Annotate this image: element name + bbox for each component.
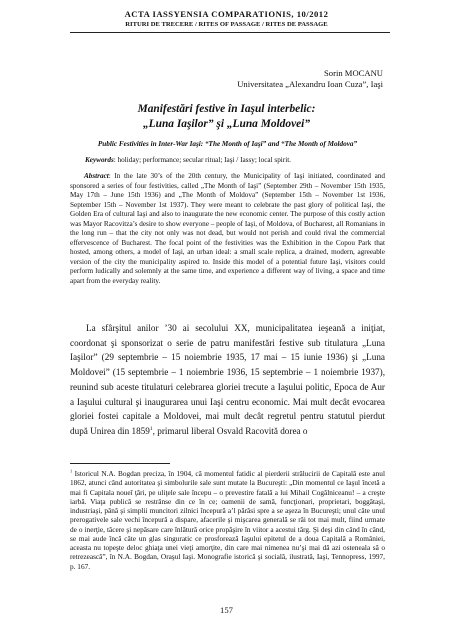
author-name: Sorin MOCANU bbox=[324, 68, 383, 78]
page-number: 157 bbox=[220, 605, 233, 615]
footnote bbox=[70, 469, 385, 571]
body-text-end: , primarul liberal Osvald Racovită dorea o bbox=[152, 425, 308, 436]
footnote-number: 1 bbox=[70, 468, 73, 474]
article-title bbox=[0, 102, 453, 132]
header-rule bbox=[70, 32, 390, 33]
body-text: La sfârşitul anilor ’30 ai secolului XX, municipalitatea ieşeană a iniţiat, coordonat şi sponsorizat o serie de patru manifestări festive sub titulatura „Luna Iaşilor” (29 septembrie – 15 noiembrie 1935, 17 mai – 15 iunie 1936) şi „Luna Moldovei” (15 septembrie – 1 noiembrie 1936, 15 septembrie – 1 noiembrie 1937), reunind sub aceste titulaturi celebrarea gloriei trecute a Iaşului politic, Epoca de Aur a Iaşului cultural şi inaugurarea unui Iaşi centru economic. Mai mult decât evocarea gloriei fostei capitale a Moldovei, mai mult decât regretul pentru statutul pierdut după Unirea din 1859 bbox=[70, 323, 385, 436]
keywords-text: : holiday; performance; secular ritual; Iaşi / Iassy; local spirit. bbox=[113, 156, 291, 164]
author-block bbox=[237, 68, 383, 90]
journal-header: ACTA IASSYENSIA COMPARATIONIS, 10/2012 bbox=[124, 9, 329, 19]
author-affiliation: Universitatea „Alexandru Ioan Cuza”, Iaşi bbox=[237, 79, 383, 89]
keywords bbox=[85, 156, 385, 164]
footnote-text: Istoricul N.A. Bogdan preciza, în 1904, că momentul fatidic al pierderii strălucirii de Capitală este anul 1862, atunci când autoritatea şi simbolurile sale sunt mutate la Bucureşti: „Din momentul ce Iaşul încetă a mai fi Capitala noueĭ ţări, pe uliţele sale începu – o prevestire fatală a lui Mihail Cogălniceanu! – a creşte iarbă. Viaţa publică se restrânse din ce în ce; oamenii de samă, funcţionari, proprietari, boggătaşi, industriaşi, până şi simplii muncitori zilnici începură a’l părăsi spre a se aşeza în Bucureşti; unul câte unul prerogativele sale vechi începură a dispare, afacerile şi mişcarea generală se răi tot mai mult, fiind urmate de o inerţie, tăcere şi nepăsare care înlătură orice propăşire în viitor a acestui târg. Şi deşi din când în când, se mai aude încă câte un glas singuratic ce prosforează Iaşului epitetul de a doua Capitală a României, aceasta nu topeşte deloc ghiaţa unei vieţi amorţite, din care mai nimenea nu’şi mai dă azi osteneala să o retrezească”, în N.A. Bogdan, Oraşul Iaşi. Monografie istorică şi socială, ilustrată, Iaşi, Tennopress, 1997, p. 167. bbox=[70, 469, 385, 571]
english-title: Public Festivities in Inter-War Iaşi: “The Month of Iaşi” and “The Month of Moldova” bbox=[97, 140, 358, 148]
abstract-label: Abstract bbox=[84, 172, 109, 180]
title-line-2: „Luna Iaşilor” şi „Luna Moldovei” bbox=[142, 118, 311, 130]
abstract bbox=[70, 172, 385, 287]
section-header: RITURI DE TRECERE / RITES OF PASSAGE / RITES DE PASSAGE bbox=[125, 21, 328, 28]
footnote-reference[interactable]: 1 bbox=[149, 425, 153, 432]
title-line-1: Manifestări festive în Iaşul interbelic: bbox=[137, 103, 316, 115]
footnote-rule bbox=[70, 463, 170, 464]
keywords-label: Keywords bbox=[85, 156, 114, 164]
abstract-text: : In the late 30’s of the 20th century, the Municipality of Iaşi initiated, coordinated and sponsored a series of four festivities, called „The Month of Iaşi” (September 29th – November 15th 1935, May 17th – June 15th 1936) and „The Month of Moldova” (September 15th – November 1st 1936, September 15th – November 1st 1937). They were meant to celebrate the past glory of political Iaşi, the Golden Era of cultural Iaşi and also to inaugurate the new economic center. The purpose of this costly action was Mayor Racovitza’s desire to show everyone – people of Iaşi, of Moldova, of Bucharest, all Romanians in the long run – that the city not only was not dead, but would not perish and could rival the commercial effervescence of Bucharest. The focal point of the festivities was the Exhibition in the Copou Park that hosted, among others, a model of Iaşi, an urban ideal: a small scale replica, a drained, modern, agreeable version of the city the municipality aspired to. Inside this model of a potential future Iaşi, visitors could perform ludically and solemnly at the same time, and experience a different way of living, a space and time apart from the everyday reality. bbox=[70, 172, 385, 286]
body-paragraph bbox=[70, 321, 385, 439]
